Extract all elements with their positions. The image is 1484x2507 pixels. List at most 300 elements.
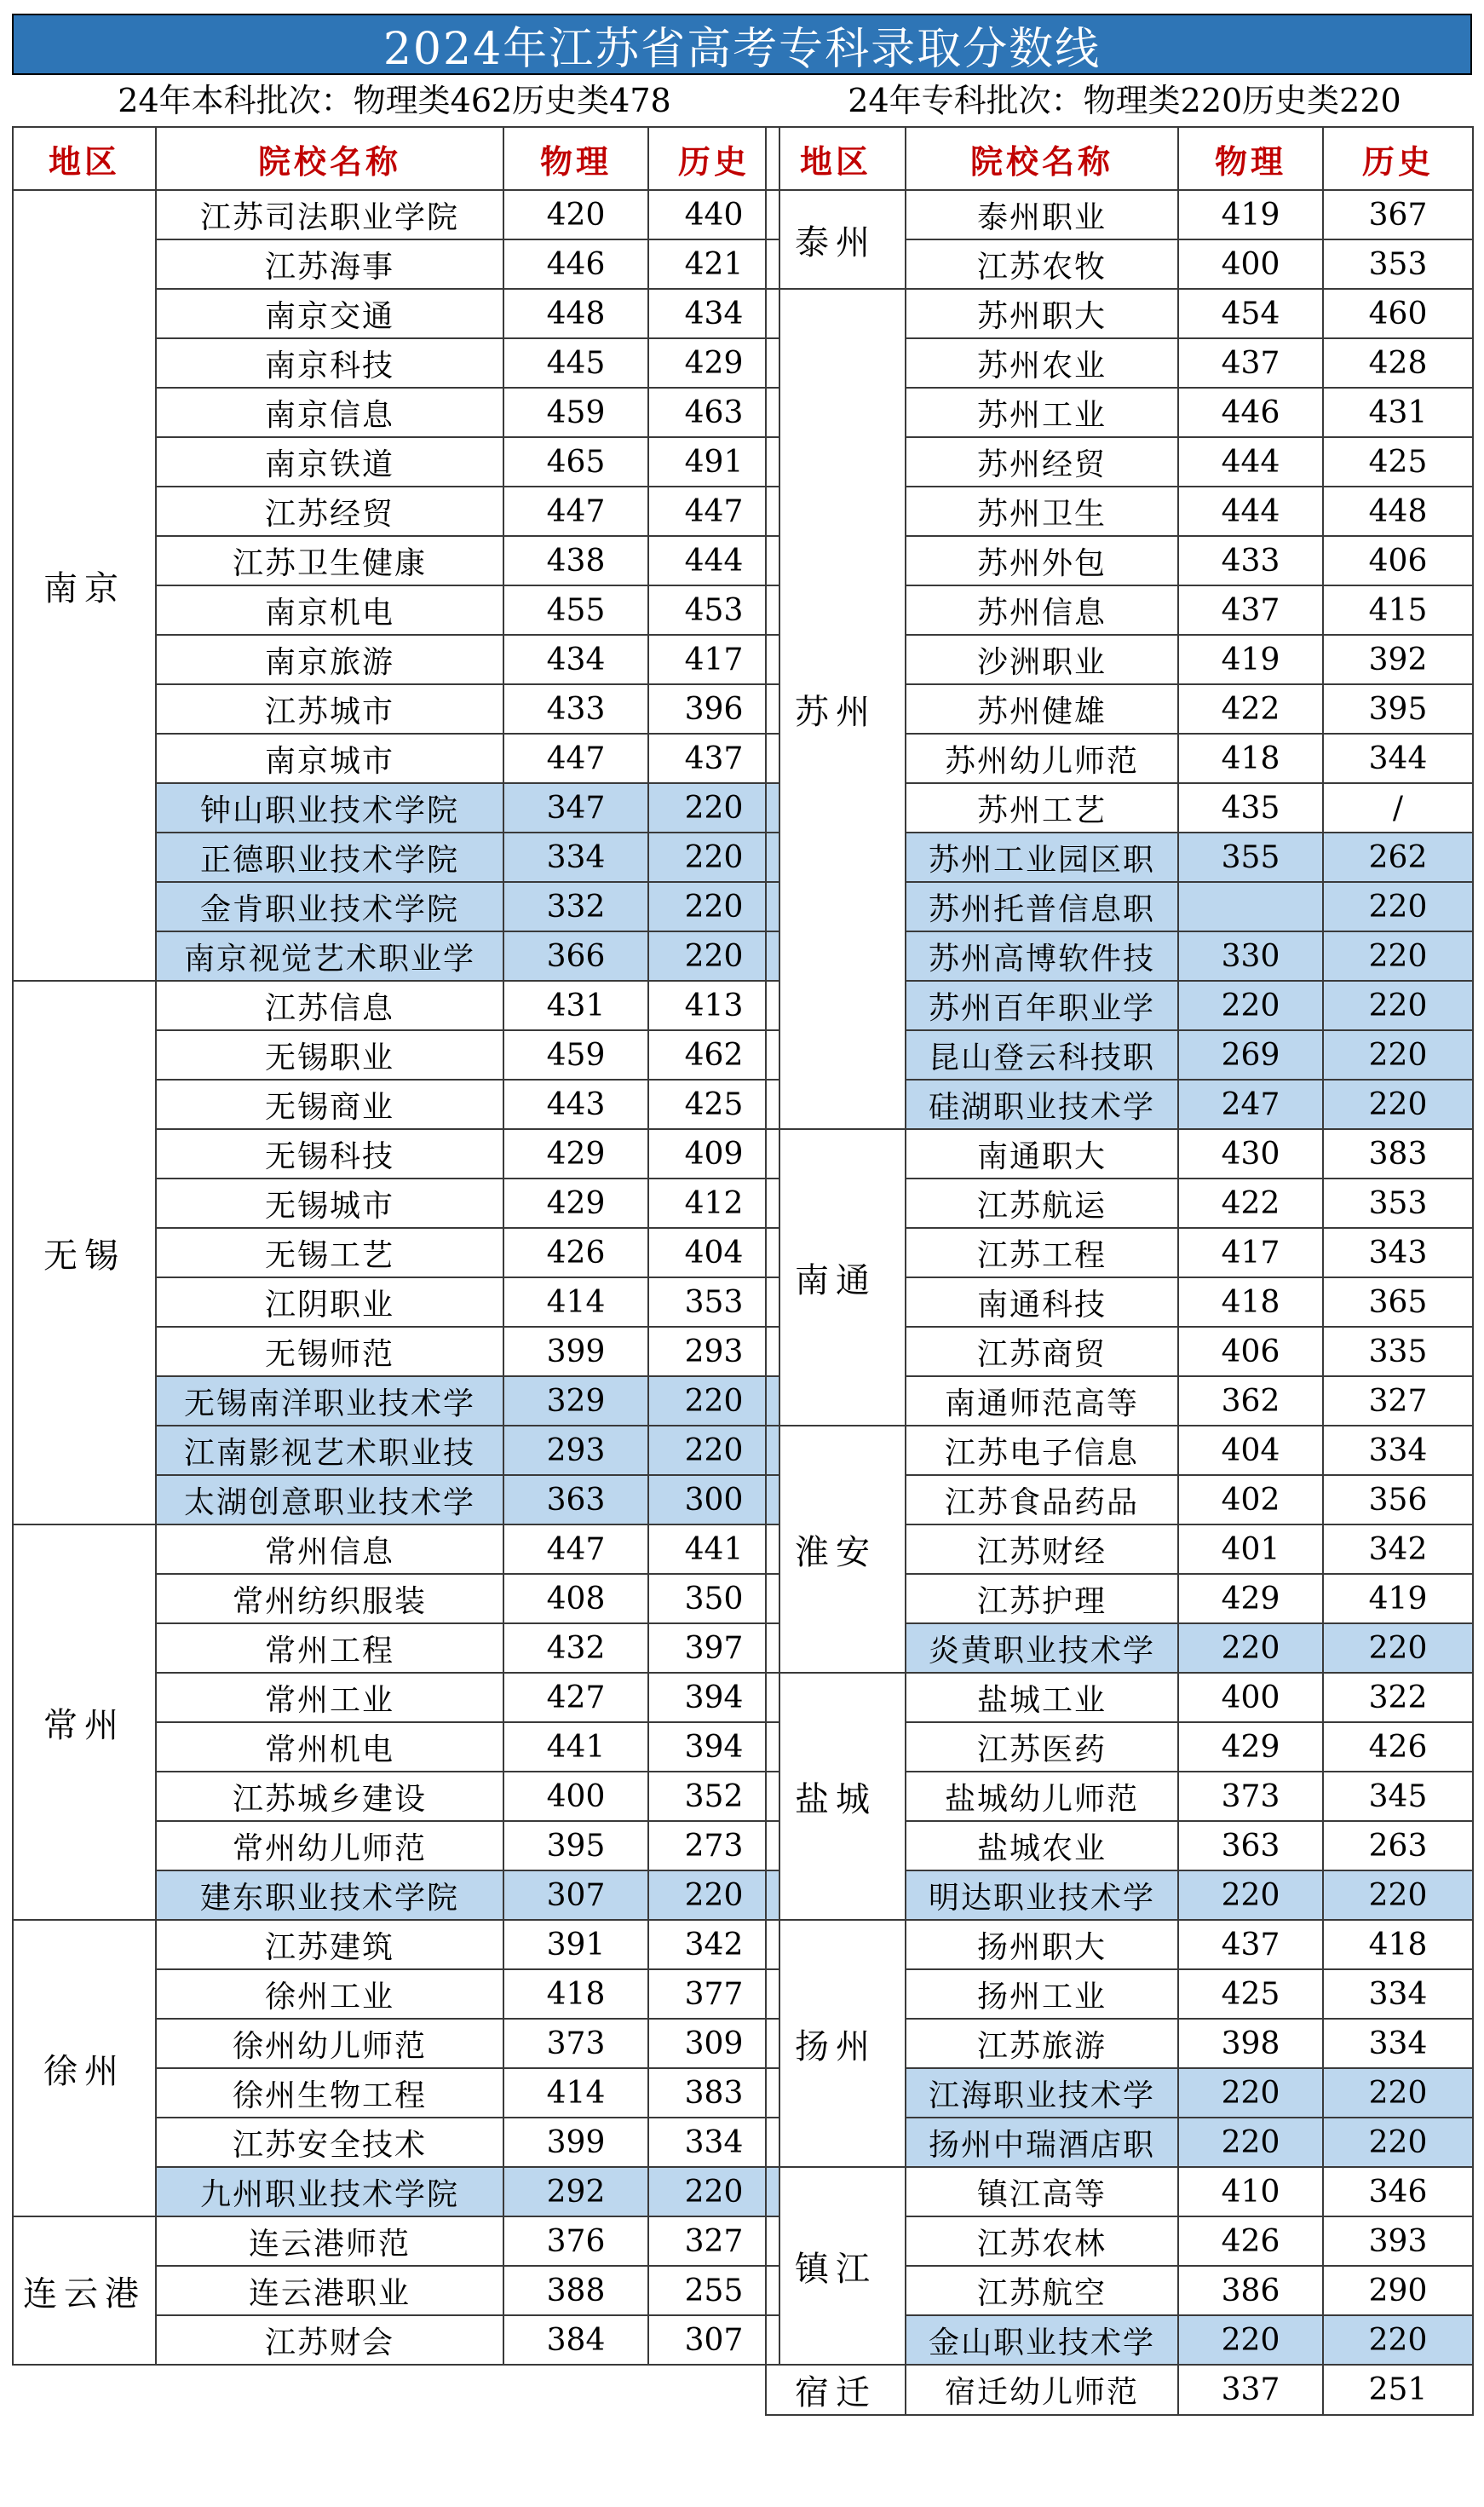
school-name-cell: 苏州工艺 bbox=[906, 783, 1178, 833]
school-header: 院校名称 bbox=[906, 127, 1178, 190]
physics-score-cell bbox=[1178, 882, 1323, 931]
physics-score-cell: 332 bbox=[503, 882, 648, 931]
school-name-cell: 九州职业技术学院 bbox=[156, 2167, 503, 2216]
physics-score-cell: 465 bbox=[503, 437, 648, 487]
physics-score-cell: 330 bbox=[1178, 931, 1323, 981]
school-name-cell: 盐城农业 bbox=[906, 1821, 1178, 1870]
history-score-cell: 335 bbox=[1323, 1327, 1473, 1376]
school-name-cell: 徐州幼儿师范 bbox=[156, 2019, 503, 2068]
history-score-cell: 307 bbox=[648, 2315, 779, 2365]
right-header-row bbox=[766, 127, 1473, 190]
physics-score-cell: 373 bbox=[1178, 1772, 1323, 1821]
school-name-cell: 苏州高博软件技 bbox=[906, 931, 1178, 981]
school-name-cell: 江苏医药 bbox=[906, 1722, 1178, 1772]
history-score-cell: 417 bbox=[648, 635, 779, 684]
school-name-cell: 江苏海事 bbox=[156, 239, 503, 289]
school-name-cell: 苏州农业 bbox=[906, 338, 1178, 388]
school-name-cell: 江苏经贸 bbox=[156, 487, 503, 536]
history-score-cell: 345 bbox=[1323, 1772, 1473, 1821]
table-row bbox=[766, 1129, 1473, 1179]
physics-score-cell: 426 bbox=[503, 1228, 648, 1277]
school-name-cell: 南通师范高等 bbox=[906, 1376, 1178, 1426]
history-score-cell: 255 bbox=[648, 2266, 779, 2315]
school-name-cell: 江苏航运 bbox=[906, 1179, 1178, 1228]
school-name-cell: 江苏护理 bbox=[906, 1574, 1178, 1623]
school-name-cell: 徐州生物工程 bbox=[156, 2068, 503, 2118]
physics-score-cell: 402 bbox=[1178, 1475, 1323, 1524]
history-score-cell: 327 bbox=[1323, 1376, 1473, 1426]
history-score-cell: 426 bbox=[1323, 1722, 1473, 1772]
history-score-cell: 418 bbox=[1323, 1920, 1473, 1969]
school-name-cell: 南京铁道 bbox=[156, 437, 503, 487]
history-score-cell: 377 bbox=[648, 1969, 779, 2019]
school-name-cell: 盐城幼儿师范 bbox=[906, 1772, 1178, 1821]
school-name-cell: 南京科技 bbox=[156, 338, 503, 388]
school-name-cell: 昆山登云科技职 bbox=[906, 1030, 1178, 1080]
physics-score-cell: 399 bbox=[503, 1327, 648, 1376]
physics-score-cell: 355 bbox=[1178, 833, 1323, 882]
school-name-cell: 苏州幼儿师范 bbox=[906, 734, 1178, 783]
region-cell: 泰州 bbox=[766, 190, 906, 289]
history-score-cell: 428 bbox=[1323, 338, 1473, 388]
physics-score-cell: 447 bbox=[503, 487, 648, 536]
history-score-cell: 394 bbox=[648, 1673, 779, 1722]
school-name-cell: 太湖创意职业技术学 bbox=[156, 1475, 503, 1524]
history-score-cell: 220 bbox=[648, 1376, 779, 1426]
physics-score-cell: 220 bbox=[1178, 981, 1323, 1030]
table-row bbox=[13, 2216, 779, 2266]
physics-score-cell: 429 bbox=[1178, 1722, 1323, 1772]
school-name-cell: 常州幼儿师范 bbox=[156, 1821, 503, 1870]
region-cell: 苏州 bbox=[766, 289, 906, 1129]
history-score-cell: 346 bbox=[1323, 2167, 1473, 2216]
history-score-cell: 273 bbox=[648, 1821, 779, 1870]
history-score-cell: 322 bbox=[1323, 1673, 1473, 1722]
school-name-cell: 建东职业技术学院 bbox=[156, 1870, 503, 1920]
history-score-cell: 251 bbox=[1323, 2365, 1473, 2415]
region-cell: 南京 bbox=[13, 190, 156, 981]
history-score-cell: 220 bbox=[648, 1870, 779, 1920]
history-score-cell: 383 bbox=[1323, 1129, 1473, 1179]
physics-score-cell: 459 bbox=[503, 388, 648, 437]
physics-score-cell: 427 bbox=[503, 1673, 648, 1722]
physics-score-cell: 431 bbox=[503, 981, 648, 1030]
school-name-cell: 炎黄职业技术学 bbox=[906, 1623, 1178, 1673]
history-score-cell: 220 bbox=[1323, 2315, 1473, 2365]
physics-score-cell: 445 bbox=[503, 338, 648, 388]
school-name-cell: 无锡师范 bbox=[156, 1327, 503, 1376]
school-name-cell: 南京城市 bbox=[156, 734, 503, 783]
school-name-cell: 沙洲职业 bbox=[906, 635, 1178, 684]
physics-score-cell: 398 bbox=[1178, 2019, 1323, 2068]
history-score-cell: 440 bbox=[648, 190, 779, 239]
left-header-row bbox=[13, 127, 779, 190]
school-name-cell: 常州机电 bbox=[156, 1722, 503, 1772]
school-name-cell: 苏州职大 bbox=[906, 289, 1178, 338]
school-name-cell: 无锡南洋职业技术学 bbox=[156, 1376, 503, 1426]
history-score-cell: 383 bbox=[648, 2068, 779, 2118]
physics-score-cell: 400 bbox=[503, 1772, 648, 1821]
school-name-cell: 江苏农牧 bbox=[906, 239, 1178, 289]
history-score-cell: 220 bbox=[1323, 2118, 1473, 2167]
physics-score-cell: 446 bbox=[503, 239, 648, 289]
history-score-cell: 425 bbox=[648, 1080, 779, 1129]
history-score-cell: 413 bbox=[648, 981, 779, 1030]
physics-score-cell: 422 bbox=[1178, 684, 1323, 734]
physics-score-cell: 437 bbox=[1178, 585, 1323, 635]
history-score-cell: 421 bbox=[648, 239, 779, 289]
physics-score-cell: 430 bbox=[1178, 1129, 1323, 1179]
history-score-cell: 343 bbox=[1323, 1228, 1473, 1277]
school-name-cell: 常州纺织服装 bbox=[156, 1574, 503, 1623]
school-name-cell: 苏州经贸 bbox=[906, 437, 1178, 487]
history-score-cell: 220 bbox=[1323, 1623, 1473, 1673]
physics-score-cell: 419 bbox=[1178, 190, 1323, 239]
history-score-cell: 365 bbox=[1323, 1277, 1473, 1327]
history-score-cell: 415 bbox=[1323, 585, 1473, 635]
history-score-cell: 441 bbox=[648, 1524, 779, 1574]
physics-score-cell: 429 bbox=[503, 1179, 648, 1228]
school-name-cell: 江苏司法职业学院 bbox=[156, 190, 503, 239]
history-score-cell: 220 bbox=[648, 2167, 779, 2216]
history-score-cell: 334 bbox=[648, 2118, 779, 2167]
school-name-cell: 南京信息 bbox=[156, 388, 503, 437]
left-table-body bbox=[13, 190, 779, 2365]
table-row bbox=[766, 190, 1473, 239]
history-header: 历史 bbox=[648, 127, 779, 190]
school-name-cell: 无锡商业 bbox=[156, 1080, 503, 1129]
school-name-cell: 徐州工业 bbox=[156, 1969, 503, 2019]
table-row bbox=[766, 1673, 1473, 1722]
physics-score-cell: 437 bbox=[1178, 1920, 1323, 1969]
history-score-cell: 395 bbox=[1323, 684, 1473, 734]
history-score-cell: 309 bbox=[648, 2019, 779, 2068]
region-cell: 淮安 bbox=[766, 1426, 906, 1673]
history-score-cell: 220 bbox=[1323, 1030, 1473, 1080]
region-cell: 无锡 bbox=[13, 981, 156, 1524]
physics-score-cell: 292 bbox=[503, 2167, 648, 2216]
school-name-cell: 南通职大 bbox=[906, 1129, 1178, 1179]
table-row bbox=[13, 1524, 779, 1574]
physics-header: 物理 bbox=[503, 127, 648, 190]
school-name-cell: 江南影视艺术职业技 bbox=[156, 1426, 503, 1475]
history-score-cell: 220 bbox=[648, 783, 779, 833]
school-name-cell: 扬州中瑞酒店职 bbox=[906, 2118, 1178, 2167]
history-score-cell: 300 bbox=[648, 1475, 779, 1524]
physics-score-cell: 444 bbox=[1178, 437, 1323, 487]
physics-score-cell: 444 bbox=[1178, 487, 1323, 536]
history-score-cell: 352 bbox=[648, 1772, 779, 1821]
history-score-cell: 220 bbox=[1323, 1870, 1473, 1920]
history-score-cell: 334 bbox=[1323, 1969, 1473, 2019]
history-score-cell: 350 bbox=[648, 1574, 779, 1623]
physics-score-cell: 447 bbox=[503, 1524, 648, 1574]
history-header: 历史 bbox=[1323, 127, 1473, 190]
physics-score-cell: 459 bbox=[503, 1030, 648, 1080]
table-row bbox=[13, 981, 779, 1030]
history-score-cell: 220 bbox=[1323, 882, 1473, 931]
physics-score-cell: 441 bbox=[503, 1722, 648, 1772]
school-name-cell: 江苏建筑 bbox=[156, 1920, 503, 1969]
history-score-cell: 444 bbox=[648, 536, 779, 585]
physics-score-cell: 448 bbox=[503, 289, 648, 338]
history-score-cell: 463 bbox=[648, 388, 779, 437]
physics-score-cell: 420 bbox=[503, 190, 648, 239]
history-score-cell: 448 bbox=[1323, 487, 1473, 536]
physics-score-cell: 433 bbox=[1178, 536, 1323, 585]
physics-header: 物理 bbox=[1178, 127, 1323, 190]
school-name-cell: 江苏商贸 bbox=[906, 1327, 1178, 1376]
history-score-cell: 447 bbox=[648, 487, 779, 536]
history-score-cell: 429 bbox=[648, 338, 779, 388]
school-name-cell: 江苏食品药品 bbox=[906, 1475, 1178, 1524]
school-name-cell: 扬州职大 bbox=[906, 1920, 1178, 1969]
table-row bbox=[766, 2365, 1473, 2415]
physics-score-cell: 400 bbox=[1178, 239, 1323, 289]
physics-score-cell: 408 bbox=[503, 1574, 648, 1623]
physics-score-cell: 417 bbox=[1178, 1228, 1323, 1277]
physics-score-cell: 334 bbox=[503, 833, 648, 882]
undergraduate-batch-line: 24年本科批次：物理类462历史类478 bbox=[118, 82, 671, 119]
physics-score-cell: 425 bbox=[1178, 1969, 1323, 2019]
school-name-cell: 苏州托普信息职 bbox=[906, 882, 1178, 931]
history-score-cell: 353 bbox=[1323, 239, 1473, 289]
school-name-cell: 江苏财经 bbox=[906, 1524, 1178, 1574]
table-row bbox=[766, 2167, 1473, 2216]
physics-score-cell: 410 bbox=[1178, 2167, 1323, 2216]
batch-lines bbox=[12, 75, 1472, 126]
history-score-cell: 437 bbox=[648, 734, 779, 783]
school-name-cell: 连云港师范 bbox=[156, 2216, 503, 2266]
physics-score-cell: 429 bbox=[503, 1129, 648, 1179]
region-cell: 连云港 bbox=[13, 2216, 156, 2365]
history-score-cell: 220 bbox=[648, 882, 779, 931]
history-score-cell: 412 bbox=[648, 1179, 779, 1228]
physics-score-cell: 347 bbox=[503, 783, 648, 833]
table-row bbox=[766, 1426, 1473, 1475]
school-name-cell: 金山职业技术学 bbox=[906, 2315, 1178, 2365]
history-score-cell: 397 bbox=[648, 1623, 779, 1673]
table-row bbox=[766, 1920, 1473, 1969]
physics-score-cell: 363 bbox=[1178, 1821, 1323, 1870]
school-name-cell: 正德职业技术学院 bbox=[156, 833, 503, 882]
history-score-cell: 404 bbox=[648, 1228, 779, 1277]
physics-score-cell: 419 bbox=[1178, 635, 1323, 684]
history-score-cell: 344 bbox=[1323, 734, 1473, 783]
physics-score-cell: 406 bbox=[1178, 1327, 1323, 1376]
left-score-table bbox=[12, 126, 780, 2366]
school-name-cell: 泰州职业 bbox=[906, 190, 1178, 239]
physics-score-cell: 426 bbox=[1178, 2216, 1323, 2266]
region-cell: 镇江 bbox=[766, 2167, 906, 2365]
school-name-cell: 江苏信息 bbox=[156, 981, 503, 1030]
history-score-cell: 220 bbox=[648, 1426, 779, 1475]
history-score-cell: 462 bbox=[648, 1030, 779, 1080]
history-score-cell: 460 bbox=[1323, 289, 1473, 338]
school-name-cell: 扬州工业 bbox=[906, 1969, 1178, 2019]
table-row bbox=[13, 190, 779, 239]
region-header: 地区 bbox=[13, 127, 156, 190]
history-score-cell: 293 bbox=[648, 1327, 779, 1376]
school-name-cell: 江苏城市 bbox=[156, 684, 503, 734]
physics-score-cell: 395 bbox=[503, 1821, 648, 1870]
history-score-cell: 220 bbox=[648, 833, 779, 882]
physics-score-cell: 400 bbox=[1178, 1673, 1323, 1722]
school-name-cell: 苏州卫生 bbox=[906, 487, 1178, 536]
school-name-cell: 江海职业技术学 bbox=[906, 2068, 1178, 2118]
history-score-cell: 393 bbox=[1323, 2216, 1473, 2266]
school-name-cell: 江苏农林 bbox=[906, 2216, 1178, 2266]
physics-score-cell: 373 bbox=[503, 2019, 648, 2068]
history-score-cell: 419 bbox=[1323, 1574, 1473, 1623]
physics-score-cell: 366 bbox=[503, 931, 648, 981]
physics-score-cell: 293 bbox=[503, 1426, 648, 1475]
school-name-cell: 苏州外包 bbox=[906, 536, 1178, 585]
school-name-cell: 苏州工业 bbox=[906, 388, 1178, 437]
physics-score-cell: 455 bbox=[503, 585, 648, 635]
physics-score-cell: 399 bbox=[503, 2118, 648, 2167]
physics-score-cell: 247 bbox=[1178, 1080, 1323, 1129]
school-name-cell: 江苏卫生健康 bbox=[156, 536, 503, 585]
physics-score-cell: 443 bbox=[503, 1080, 648, 1129]
school-name-cell: 苏州百年职业学 bbox=[906, 981, 1178, 1030]
history-score-cell: 353 bbox=[648, 1277, 779, 1327]
physics-score-cell: 414 bbox=[503, 1277, 648, 1327]
physics-score-cell: 432 bbox=[503, 1623, 648, 1673]
school-name-cell: 苏州工业园区职 bbox=[906, 833, 1178, 882]
physics-score-cell: 414 bbox=[503, 2068, 648, 2118]
school-name-cell: 江阴职业 bbox=[156, 1277, 503, 1327]
physics-score-cell: 434 bbox=[503, 635, 648, 684]
physics-score-cell: 362 bbox=[1178, 1376, 1323, 1426]
history-score-cell: 396 bbox=[648, 684, 779, 734]
school-name-cell: 苏州健雄 bbox=[906, 684, 1178, 734]
table-row bbox=[766, 289, 1473, 338]
region-cell: 宿迁 bbox=[766, 2365, 906, 2415]
school-name-cell: 江苏财会 bbox=[156, 2315, 503, 2365]
school-name-cell: 南通科技 bbox=[906, 1277, 1178, 1327]
physics-score-cell: 337 bbox=[1178, 2365, 1323, 2415]
school-name-cell: 硅湖职业技术学 bbox=[906, 1080, 1178, 1129]
physics-score-cell: 401 bbox=[1178, 1524, 1323, 1574]
physics-score-cell: 437 bbox=[1178, 338, 1323, 388]
physics-score-cell: 329 bbox=[503, 1376, 648, 1426]
physics-score-cell: 454 bbox=[1178, 289, 1323, 338]
history-score-cell: 220 bbox=[648, 931, 779, 981]
region-header: 地区 bbox=[766, 127, 906, 190]
history-score-cell: 327 bbox=[648, 2216, 779, 2266]
region-cell: 盐城 bbox=[766, 1673, 906, 1920]
school-name-cell: 江苏城乡建设 bbox=[156, 1772, 503, 1821]
school-name-cell: 江苏航空 bbox=[906, 2266, 1178, 2315]
history-score-cell: 334 bbox=[1323, 2019, 1473, 2068]
history-score-cell: 220 bbox=[1323, 2068, 1473, 2118]
physics-score-cell: 384 bbox=[503, 2315, 648, 2365]
physics-score-cell: 433 bbox=[503, 684, 648, 734]
history-score-cell: 356 bbox=[1323, 1475, 1473, 1524]
school-name-cell: 江苏电子信息 bbox=[906, 1426, 1178, 1475]
table-row bbox=[13, 1920, 779, 1969]
physics-score-cell: 386 bbox=[1178, 2266, 1323, 2315]
physics-score-cell: 418 bbox=[1178, 734, 1323, 783]
region-cell: 常州 bbox=[13, 1524, 156, 1920]
school-name-cell: 无锡职业 bbox=[156, 1030, 503, 1080]
school-name-cell: 南京视觉艺术职业学 bbox=[156, 931, 503, 981]
history-score-cell: 367 bbox=[1323, 190, 1473, 239]
school-name-cell: 南京交通 bbox=[156, 289, 503, 338]
school-name-cell: 连云港职业 bbox=[156, 2266, 503, 2315]
physics-score-cell: 446 bbox=[1178, 388, 1323, 437]
school-name-cell: 江苏旅游 bbox=[906, 2019, 1178, 2068]
physics-score-cell: 220 bbox=[1178, 2315, 1323, 2365]
page-title: 2024年江苏省高考专科录取分数线 bbox=[12, 14, 1472, 75]
physics-score-cell: 220 bbox=[1178, 1623, 1323, 1673]
region-cell: 徐州 bbox=[13, 1920, 156, 2216]
physics-score-cell: 404 bbox=[1178, 1426, 1323, 1475]
physics-score-cell: 438 bbox=[503, 536, 648, 585]
school-name-cell: 钟山职业技术学院 bbox=[156, 783, 503, 833]
school-name-cell: 无锡科技 bbox=[156, 1129, 503, 1179]
history-score-cell: 342 bbox=[1323, 1524, 1473, 1574]
physics-score-cell: 220 bbox=[1178, 2118, 1323, 2167]
history-score-cell: 434 bbox=[648, 289, 779, 338]
school-name-cell: 江苏工程 bbox=[906, 1228, 1178, 1277]
right-table-body bbox=[766, 190, 1473, 2415]
school-name-cell: 常州工业 bbox=[156, 1673, 503, 1722]
physics-score-cell: 220 bbox=[1178, 2068, 1323, 2118]
history-score-cell: / bbox=[1323, 783, 1473, 833]
school-name-cell: 宿迁幼儿师范 bbox=[906, 2365, 1178, 2415]
history-score-cell: 425 bbox=[1323, 437, 1473, 487]
school-name-cell: 无锡城市 bbox=[156, 1179, 503, 1228]
school-header: 院校名称 bbox=[156, 127, 503, 190]
history-score-cell: 431 bbox=[1323, 388, 1473, 437]
history-score-cell: 220 bbox=[1323, 1080, 1473, 1129]
history-score-cell: 220 bbox=[1323, 981, 1473, 1030]
history-score-cell: 220 bbox=[1323, 931, 1473, 981]
physics-score-cell: 307 bbox=[503, 1870, 648, 1920]
junior-college-batch-line: 24年专科批次：物理类220历史类220 bbox=[848, 82, 1401, 119]
physics-score-cell: 422 bbox=[1178, 1179, 1323, 1228]
physics-score-cell: 269 bbox=[1178, 1030, 1323, 1080]
school-name-cell: 常州工程 bbox=[156, 1623, 503, 1673]
physics-score-cell: 376 bbox=[503, 2216, 648, 2266]
school-name-cell: 无锡工艺 bbox=[156, 1228, 503, 1277]
physics-score-cell: 429 bbox=[1178, 1574, 1323, 1623]
physics-score-cell: 391 bbox=[503, 1920, 648, 1969]
history-score-cell: 394 bbox=[648, 1722, 779, 1772]
region-cell: 扬州 bbox=[766, 1920, 906, 2167]
school-name-cell: 江苏安全技术 bbox=[156, 2118, 503, 2167]
school-name-cell: 常州信息 bbox=[156, 1524, 503, 1574]
history-score-cell: 406 bbox=[1323, 536, 1473, 585]
right-score-table bbox=[765, 126, 1474, 2416]
history-score-cell: 263 bbox=[1323, 1821, 1473, 1870]
school-name-cell: 南京旅游 bbox=[156, 635, 503, 684]
school-name-cell: 盐城工业 bbox=[906, 1673, 1178, 1722]
region-cell: 南通 bbox=[766, 1129, 906, 1426]
physics-score-cell: 388 bbox=[503, 2266, 648, 2315]
physics-score-cell: 447 bbox=[503, 734, 648, 783]
history-score-cell: 290 bbox=[1323, 2266, 1473, 2315]
history-score-cell: 453 bbox=[648, 585, 779, 635]
school-name-cell: 明达职业技术学 bbox=[906, 1870, 1178, 1920]
history-score-cell: 262 bbox=[1323, 833, 1473, 882]
school-name-cell: 镇江高等 bbox=[906, 2167, 1178, 2216]
history-score-cell: 392 bbox=[1323, 635, 1473, 684]
school-name-cell: 南京机电 bbox=[156, 585, 503, 635]
history-score-cell: 491 bbox=[648, 437, 779, 487]
